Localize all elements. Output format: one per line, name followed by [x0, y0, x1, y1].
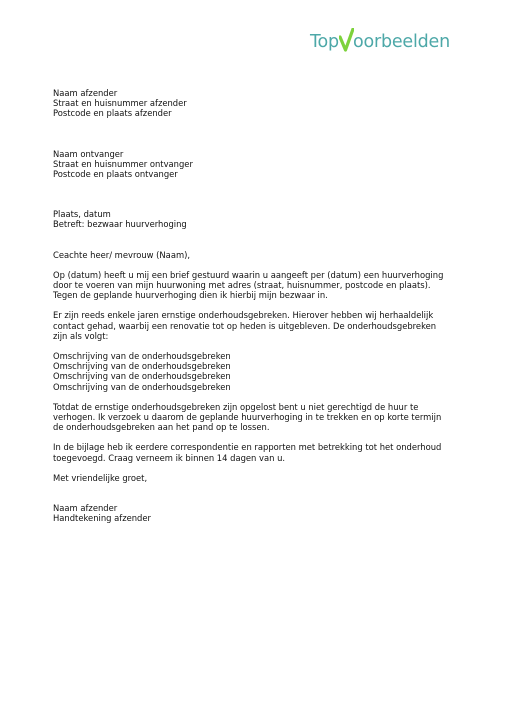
paragraph-4 [53, 442, 473, 462]
recipient-name: Naam ontvanger [53, 148, 124, 159]
logo-text-rest: oorbeelden [352, 32, 451, 52]
paragraph-line: Op (datum) heeft u mij een brief gestuurd waarin u aangeeft per (datum) een huurverhoging [53, 269, 444, 280]
subject-line: Betreft: bezwaar huurverhoging [53, 219, 187, 230]
defect-item: Omschrijving van de onderhoudsgebreken [53, 361, 231, 372]
paragraph-line: verhogen. Ik verzoek u daarom de geplande huurverhoging in te trekken en op korte termijn [53, 412, 442, 423]
paragraph-line: contact gehad, waarbij een renovatie tot op heden is uitgebleven. De onderhoudsgebreken [53, 320, 437, 331]
paragraph-line: In de bijlage heb ik eerdere correspondentie en rapporten met betrekking tot het onderhoud [53, 442, 442, 453]
place-date: Plaats, datum [53, 209, 111, 220]
sender-postcode: Postcode en plaats afzender [53, 108, 172, 119]
sender-street: Straat en huisnummer afzender [53, 98, 187, 109]
defect-item: Omschrijving van de onderhoudsgebreken [53, 351, 231, 362]
letter-body [53, 88, 473, 523]
paragraph-line: toegevoegd. Craag verneem ik binnen 14 dagen van u. [53, 452, 286, 463]
paragraph-line: Er zijn reeds enkele jaren ernstige onderhoudsgebreken. Hierover hebben wij herhaaldelijk [53, 310, 434, 321]
recipient-street: Straat en huisnummer ontvanger [53, 158, 193, 169]
paragraph-3 [53, 402, 473, 433]
closing: Met vriendelijke groet, [53, 472, 148, 483]
recipient-block [53, 149, 473, 180]
paragraph-line: zijn als volgt: [53, 330, 109, 341]
defects-list [53, 351, 473, 392]
paragraph-line: Totdat de ernstige onderhoudsgebreken zijn opgelost bent u niet gerechtigd de huur te [53, 401, 419, 412]
recipient-postcode: Postcode en plaats ontvanger [53, 169, 178, 180]
sender-block [53, 88, 473, 119]
meta-block [53, 209, 473, 229]
checkmark-v-icon [339, 28, 354, 52]
topvoorbeelden-logo[interactable] [310, 28, 450, 56]
signature-line: Handtekening afzender [53, 513, 151, 524]
paragraph-2 [53, 310, 473, 341]
paragraph-1 [53, 270, 473, 301]
salutation: Ceachte heer/ mevrouw (Naam), [53, 249, 191, 260]
paragraph-line: door te voeren van mijn huurwoning met adres (straat, huisnummer, postcode en plaats). [53, 280, 431, 291]
signature-name: Naam afzender [53, 503, 118, 514]
paragraph-line: Tegen de geplande huurverhoging dien ik hierbij mijn bezwaar in. [53, 290, 328, 301]
signature-block [53, 503, 473, 523]
defect-item: Omschrijving van de onderhoudsgebreken [53, 371, 231, 382]
paragraph-line: de onderhoudsgebreken aan het pand op te lossen. [53, 422, 270, 433]
defect-item: Omschrijving van de onderhoudsgebreken [53, 381, 231, 392]
logo-text-top: Top [310, 32, 339, 52]
sender-name: Naam afzender [53, 88, 118, 98]
